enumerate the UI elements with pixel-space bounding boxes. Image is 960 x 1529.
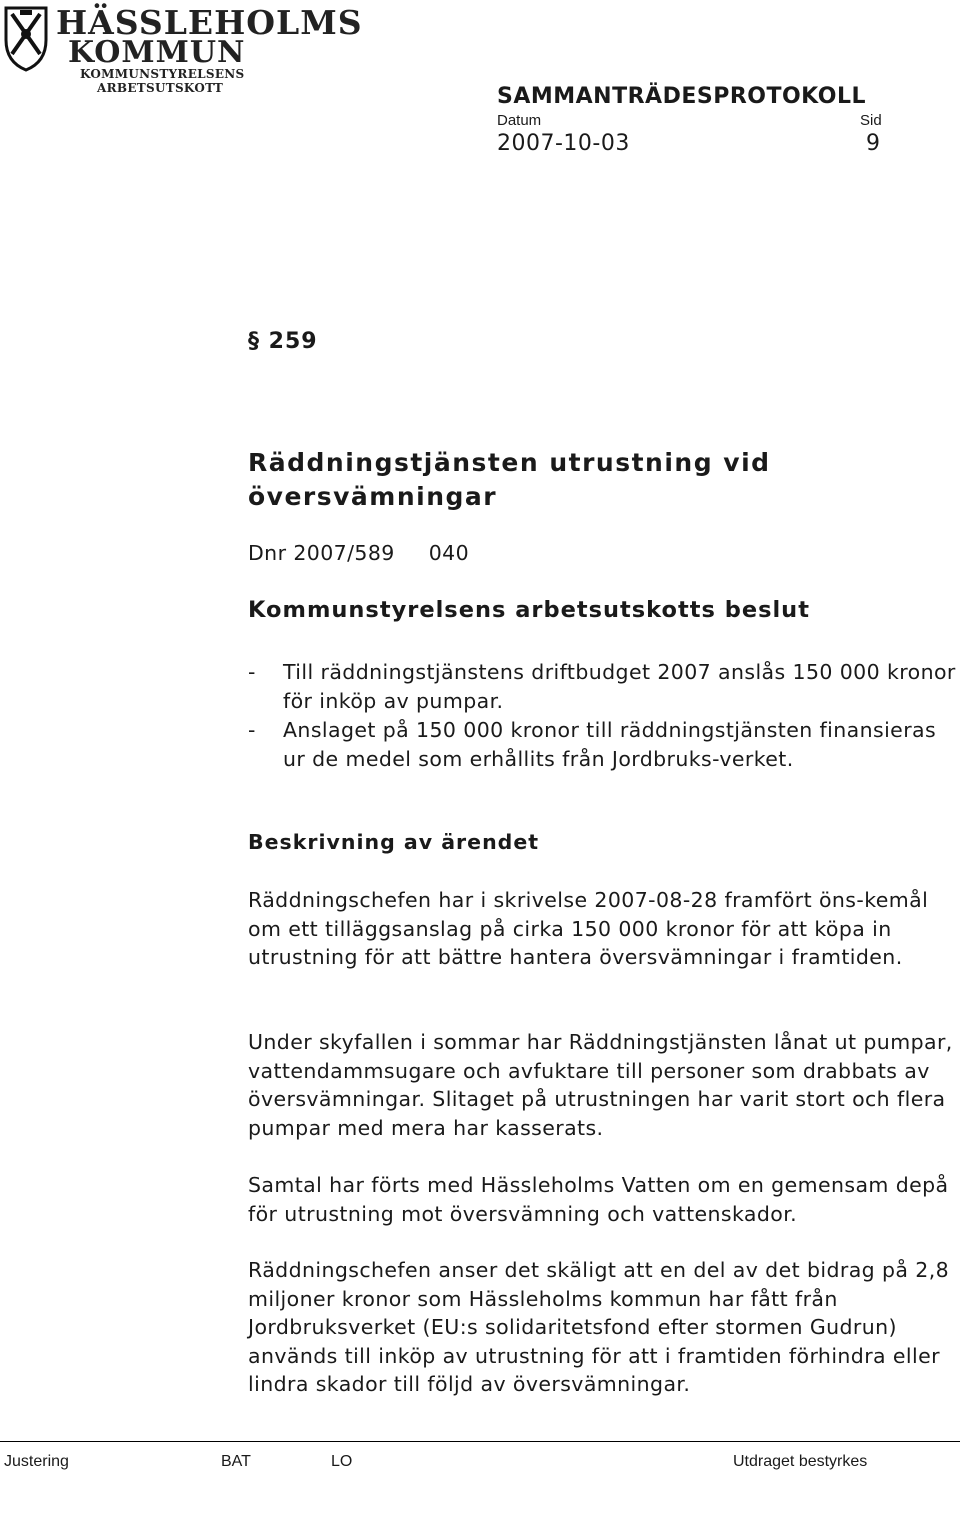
decision-item	[248, 658, 958, 716]
decision-item-text: Anslaget på 150 000 kronor till räddningstjänsten finansieras ur de medel som erhållits från Jordbruks-verket.	[283, 718, 937, 771]
description-paragraph: Under skyfallen i sommar har Räddningstjänsten lånat ut pumpar, vattendammsugare och avfuktare till personer som drabbats av översvämningar. Slitaget på utrustningen har varit stort och flera pumpar med mera har kasserats.	[248, 1030, 953, 1140]
logo-municipality-word: KOMMUN	[68, 35, 246, 70]
description-paragraph: Räddningschefen har i skrivelse 2007-08-28 framfört öns-kemål om ett tilläggsanslag på cirka 150 000 kronor för att köpa in utrustning för att bättre hantera översvämningar i framtiden.	[248, 888, 929, 970]
dnr-code: 040	[428, 541, 470, 565]
logo-committee-line1: KOMMUNSTYRELSENS	[80, 67, 245, 81]
bullet-dash: -	[248, 660, 256, 684]
page-label: Sid	[860, 112, 882, 129]
page-number: 9	[866, 131, 880, 156]
footer-initials-lo: LO	[331, 1453, 353, 1470]
footer-divider	[0, 1441, 960, 1442]
description-paragraph: Samtal har förts med Hässleholms Vatten om en gemensam depå för utrustning mot översvämning och vattenskador.	[248, 1173, 949, 1226]
footer-justering-label: Justering	[4, 1453, 69, 1470]
logo-municipality-name: HÄSSLEHOLMS	[56, 3, 363, 42]
bullet-dash: -	[248, 718, 256, 742]
registration-number	[248, 541, 958, 565]
footer-certified-label: Utdraget bestyrkes	[733, 1453, 868, 1470]
paragraph-number: § 259	[248, 329, 318, 354]
decision-list	[248, 658, 958, 774]
date-label: Datum	[497, 112, 542, 129]
logo-committee-line2: ARBETSUTSKOTT	[97, 81, 224, 95]
municipality-crest-logo	[2, 4, 50, 72]
decision-heading: Kommunstyrelsens arbetsutskotts beslut	[248, 597, 810, 623]
description-paragraph: Räddningschefen anser det skäligt att en del av det bidrag på 2,8 miljoner kronor som Hässleholms kommun har fått från Jordbruksverket (EU:s solidaritetsfond efter stormen Gudrun) används till inköp av utrustning för att i framtiden förhindra eller lindra skador till följd av översvämningar.	[248, 1258, 950, 1397]
decision-item-text: Till räddningstjänstens driftbudget 2007 anslås 150 000 kronor för inköp av pumpar.	[283, 660, 956, 713]
case-title: Räddningstjänsten utrustning vid översvämningar	[248, 448, 771, 511]
meeting-date: 2007-10-03	[497, 131, 630, 156]
document-type-title: SAMMANTRÄDESPROTOKOLL	[497, 84, 866, 109]
description-heading: Beskrivning av ärendet	[248, 830, 540, 854]
decision-item	[248, 716, 958, 774]
footer-initials-bat: BAT	[221, 1453, 251, 1470]
dnr-label: Dnr 2007/589	[248, 541, 395, 565]
